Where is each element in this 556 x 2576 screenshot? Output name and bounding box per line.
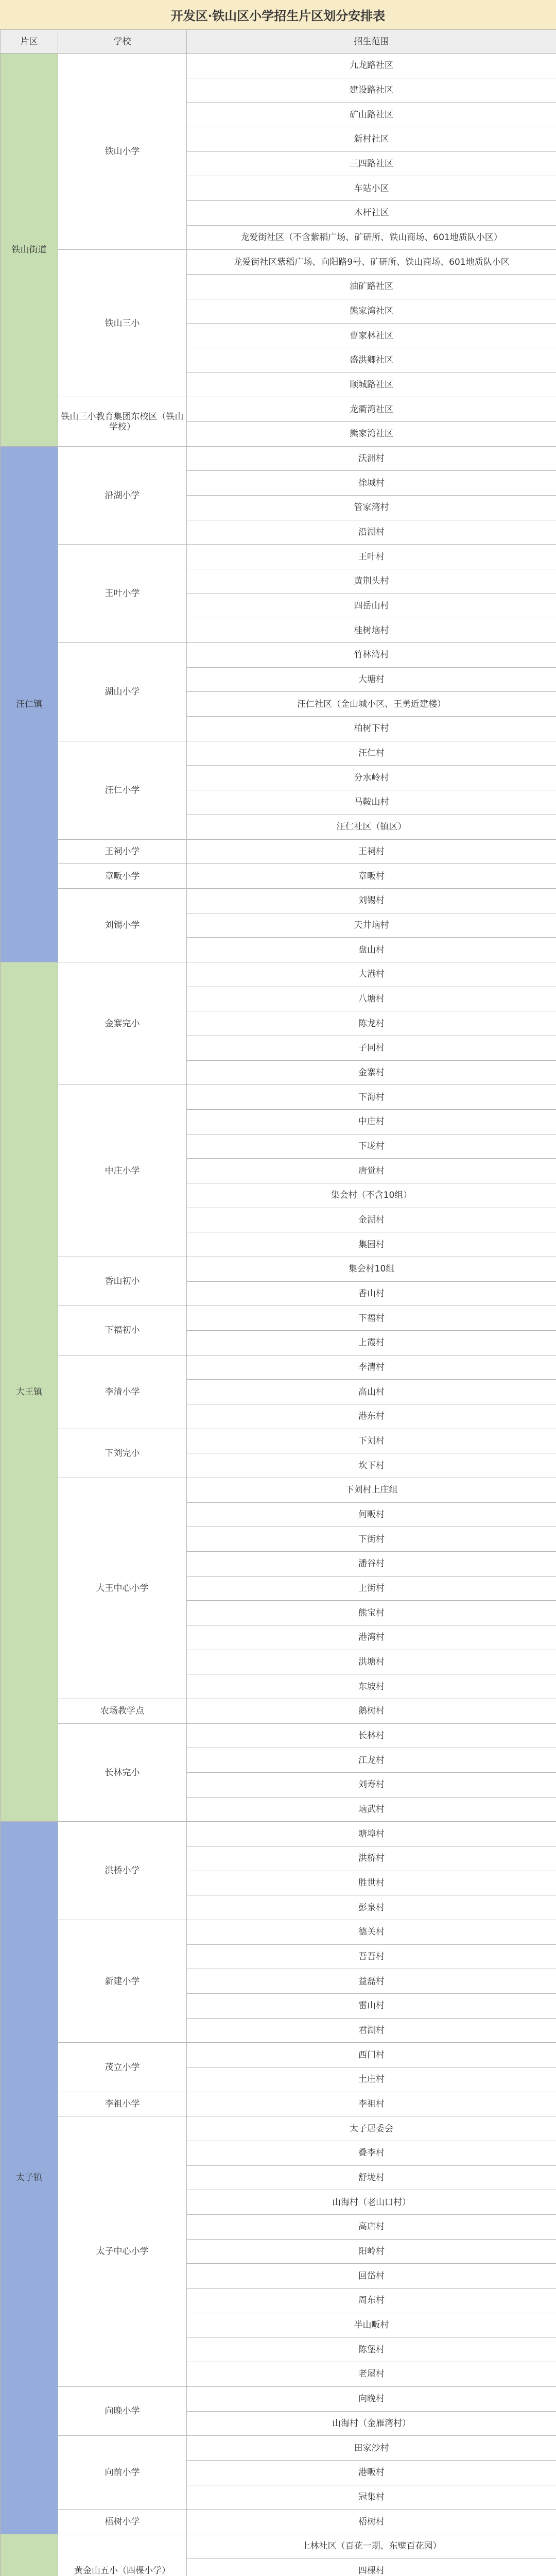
range-cell: 陈堡村 xyxy=(187,2337,556,2362)
school-cell: 太子中心小学 xyxy=(58,2116,187,2386)
range-cell: 山海村（老山口村） xyxy=(187,2190,556,2215)
range-cell: 汪仁社区（镇区） xyxy=(187,815,556,839)
range-cell: 鹅树村 xyxy=(187,1699,556,1724)
header-district: 片区 xyxy=(1,30,58,54)
range-cell: 田家沙村 xyxy=(187,2436,556,2461)
range-cell: 老屋村 xyxy=(187,2362,556,2387)
school-cell: 香山初小 xyxy=(58,1257,187,1306)
range-cell: 王祠村 xyxy=(187,839,556,864)
range-cell: 章畈村 xyxy=(187,864,556,889)
range-cell: 山海村（金雁湾村） xyxy=(187,2411,556,2436)
range-cell: 九龙路社区 xyxy=(187,54,556,78)
range-cell: 汪仁社区（金山城小区、王勇近建楼） xyxy=(187,692,556,717)
table-row xyxy=(1,2092,556,2116)
range-cell: 刘锡村 xyxy=(187,888,556,913)
range-cell: 木杆社区 xyxy=(187,201,556,226)
table-row xyxy=(1,864,556,889)
range-cell: 高店村 xyxy=(187,2215,556,2240)
range-cell: 盘山村 xyxy=(187,938,556,962)
range-cell: 曹家林社区 xyxy=(187,324,556,348)
range-cell: 新村社区 xyxy=(187,127,556,152)
range-cell: 阳岭村 xyxy=(187,2239,556,2264)
school-cell: 农场教学点 xyxy=(58,1699,187,1724)
range-cell: 吾吾村 xyxy=(187,1944,556,1969)
range-cell: 龙爱街社区（不含紫稻广场、矿研所、铁山商场、601地质队小区） xyxy=(187,225,556,250)
range-cell: 集会村（不含10组） xyxy=(187,1183,556,1208)
range-cell: 管家湾村 xyxy=(187,496,556,520)
school-cell: 湖山小学 xyxy=(58,643,187,741)
range-cell: 熊家湾社区 xyxy=(187,299,556,324)
table-row xyxy=(1,54,556,78)
range-cell: 盛洪卿社区 xyxy=(187,348,556,373)
table-row xyxy=(1,2510,556,2534)
range-cell: 周东村 xyxy=(187,2289,556,2313)
school-cell: 中庄小学 xyxy=(58,1085,187,1257)
header-row xyxy=(1,30,556,54)
table-row xyxy=(1,2534,556,2558)
district-cell: 太子镇 xyxy=(1,1822,58,2534)
range-cell: 天井垴村 xyxy=(187,913,556,938)
range-cell: 冠集村 xyxy=(187,2485,556,2510)
range-cell: 下海村 xyxy=(187,1085,556,1110)
range-cell: 龙衢湾社区 xyxy=(187,397,556,422)
school-cell: 沿湖小学 xyxy=(58,446,187,545)
range-cell: 李祖村 xyxy=(187,2092,556,2116)
school-cell: 向前小学 xyxy=(58,2436,187,2510)
table-row xyxy=(1,2436,556,2461)
table-header xyxy=(1,30,556,54)
table-row xyxy=(1,839,556,864)
range-cell: 西门村 xyxy=(187,2043,556,2067)
school-cell: 梧树小学 xyxy=(58,2510,187,2534)
school-cell: 铁山三小教育集团东校区（铁山学校） xyxy=(58,397,187,446)
range-cell: 油矿路社区 xyxy=(187,275,556,299)
table-row xyxy=(1,2043,556,2067)
range-cell: 上街村 xyxy=(187,1576,556,1601)
range-cell: 垴武村 xyxy=(187,1797,556,1822)
school-cell: 茂立小学 xyxy=(58,2043,187,2092)
range-cell: 梧树村 xyxy=(187,2510,556,2534)
range-cell: 金寨村 xyxy=(187,1060,556,1085)
range-cell: 江龙村 xyxy=(187,1748,556,1773)
range-cell: 矿山路社区 xyxy=(187,103,556,127)
range-cell: 柏树下村 xyxy=(187,717,556,741)
range-cell: 益磊村 xyxy=(187,1969,556,1994)
range-cell: 向晚村 xyxy=(187,2386,556,2411)
table-row xyxy=(1,397,556,422)
range-cell: 熊家湾社区 xyxy=(187,422,556,447)
range-cell: 三四路社区 xyxy=(187,151,556,176)
range-cell: 八塘村 xyxy=(187,987,556,1011)
table-row xyxy=(1,1920,556,1945)
district-cell xyxy=(1,2534,58,2576)
range-cell: 半山畈村 xyxy=(187,2313,556,2337)
range-cell: 上林社区（百花一期、东壁百花园） xyxy=(187,2534,556,2558)
range-cell: 桂树垴村 xyxy=(187,618,556,643)
range-cell: 回岱村 xyxy=(187,2264,556,2289)
table-row xyxy=(1,1306,556,1331)
district-cell: 大王镇 xyxy=(1,962,58,1822)
header-range: 招生范围 xyxy=(187,30,556,54)
range-cell: 大塘村 xyxy=(187,667,556,692)
school-cell: 铁山小学 xyxy=(58,54,187,250)
table-row xyxy=(1,643,556,668)
range-cell: 塘埠村 xyxy=(187,1822,556,1846)
school-cell: 洪桥小学 xyxy=(58,1822,187,1920)
range-cell: 李清村 xyxy=(187,1355,556,1380)
range-cell: 子同村 xyxy=(187,1036,556,1060)
range-cell: 沿湖村 xyxy=(187,520,556,545)
range-cell: 下刘村上庄组 xyxy=(187,1478,556,1502)
school-cell: 黄金山五小（四棵小学） xyxy=(58,2534,187,2576)
table-row xyxy=(1,446,556,471)
school-cell: 王祠小学 xyxy=(58,839,187,864)
school-cell: 下刘完小 xyxy=(58,1429,187,1478)
range-cell: 德关村 xyxy=(187,1920,556,1945)
range-cell: 唐觉村 xyxy=(187,1159,556,1183)
range-cell: 何畈村 xyxy=(187,1502,556,1527)
table-row xyxy=(1,1822,556,1846)
range-cell: 徐城村 xyxy=(187,471,556,496)
range-cell: 坎下村 xyxy=(187,1453,556,1478)
school-cell: 金寨完小 xyxy=(58,962,187,1084)
range-cell: 港畈村 xyxy=(187,2460,556,2485)
range-cell: 大港村 xyxy=(187,962,556,987)
school-cell: 铁山三小 xyxy=(58,250,187,397)
page-title: 开发区·铁山区小学招生片区划分安排表 xyxy=(0,0,556,30)
table-row xyxy=(1,2116,556,2141)
school-cell: 新建小学 xyxy=(58,1920,187,2043)
range-cell: 东坡村 xyxy=(187,1674,556,1699)
range-cell: 熊宝村 xyxy=(187,1601,556,1625)
range-cell: 港东村 xyxy=(187,1404,556,1429)
table-row xyxy=(1,1355,556,1380)
range-cell: 四棵村 xyxy=(187,2558,556,2576)
range-cell: 汪仁村 xyxy=(187,741,556,766)
range-cell: 集会村10组 xyxy=(187,1257,556,1281)
range-cell: 潘谷村 xyxy=(187,1551,556,1576)
range-cell: 下福村 xyxy=(187,1306,556,1331)
range-cell: 舒垅村 xyxy=(187,2165,556,2190)
range-cell: 彭泉村 xyxy=(187,1895,556,1920)
table-row xyxy=(1,545,556,569)
range-cell: 叠李村 xyxy=(187,2141,556,2166)
range-cell: 胜世村 xyxy=(187,1871,556,1895)
range-cell: 王叶村 xyxy=(187,545,556,569)
school-cell: 章畈小学 xyxy=(58,864,187,889)
range-cell: 车站小区 xyxy=(187,176,556,201)
range-cell: 香山村 xyxy=(187,1281,556,1306)
school-cell: 长林完小 xyxy=(58,1723,187,1822)
table-row xyxy=(1,1085,556,1110)
range-cell: 下垅村 xyxy=(187,1134,556,1159)
range-cell: 高山村 xyxy=(187,1380,556,1404)
table-row xyxy=(1,2386,556,2411)
range-cell: 龙爱街社区紫稻广场、向阳路9号、矿研所、铁山商场、601地质队小区 xyxy=(187,250,556,275)
range-cell: 长林村 xyxy=(187,1723,556,1748)
range-cell: 刘寿村 xyxy=(187,1773,556,1798)
range-cell: 集园村 xyxy=(187,1232,556,1257)
range-cell: 竹林湾村 xyxy=(187,643,556,668)
school-cell: 刘锡小学 xyxy=(58,888,187,962)
range-cell: 金湖村 xyxy=(187,1208,556,1232)
range-cell: 四岳山村 xyxy=(187,594,556,618)
table-row xyxy=(1,741,556,766)
range-cell: 土庄村 xyxy=(187,2067,556,2092)
school-cell: 李清小学 xyxy=(58,1355,187,1429)
school-cell: 王叶小学 xyxy=(58,545,187,643)
table-row xyxy=(1,1478,556,1502)
table-row xyxy=(1,1723,556,1748)
range-cell: 中庄村 xyxy=(187,1109,556,1134)
range-cell: 雷山村 xyxy=(187,1994,556,2019)
table-row xyxy=(1,962,556,987)
school-cell: 汪仁小学 xyxy=(58,741,187,839)
range-cell: 建设路社区 xyxy=(187,78,556,103)
range-cell: 洪塘村 xyxy=(187,1650,556,1674)
range-cell: 马鞍山村 xyxy=(187,790,556,815)
district-cell: 汪仁镇 xyxy=(1,446,58,962)
school-cell: 向晚小学 xyxy=(58,2386,187,2435)
range-cell: 下街村 xyxy=(187,1527,556,1552)
range-cell: 上霞村 xyxy=(187,1330,556,1355)
range-cell: 分水岭村 xyxy=(187,766,556,790)
range-cell: 顺城路社区 xyxy=(187,372,556,397)
range-cell: 太子居委会 xyxy=(187,2116,556,2141)
school-cell: 大王中心小学 xyxy=(58,1478,187,1699)
table-row xyxy=(1,250,556,275)
table-row xyxy=(1,1257,556,1281)
table-row xyxy=(1,1699,556,1724)
range-cell: 港湾村 xyxy=(187,1625,556,1650)
range-cell: 君湖村 xyxy=(187,2018,556,2043)
table-body xyxy=(1,54,556,2576)
table-row xyxy=(1,1429,556,1453)
range-cell: 沃洲村 xyxy=(187,446,556,471)
header-school: 学校 xyxy=(58,30,187,54)
enrollment-table xyxy=(0,29,556,2576)
school-cell: 下福初小 xyxy=(58,1306,187,1355)
range-cell: 下刘村 xyxy=(187,1429,556,1453)
district-cell: 铁山街道 xyxy=(1,54,58,447)
range-cell: 洪桥村 xyxy=(187,1846,556,1871)
table-row xyxy=(1,888,556,913)
school-cell: 李祖小学 xyxy=(58,2092,187,2116)
range-cell: 黄荆头村 xyxy=(187,569,556,594)
range-cell: 陈龙村 xyxy=(187,1011,556,1036)
